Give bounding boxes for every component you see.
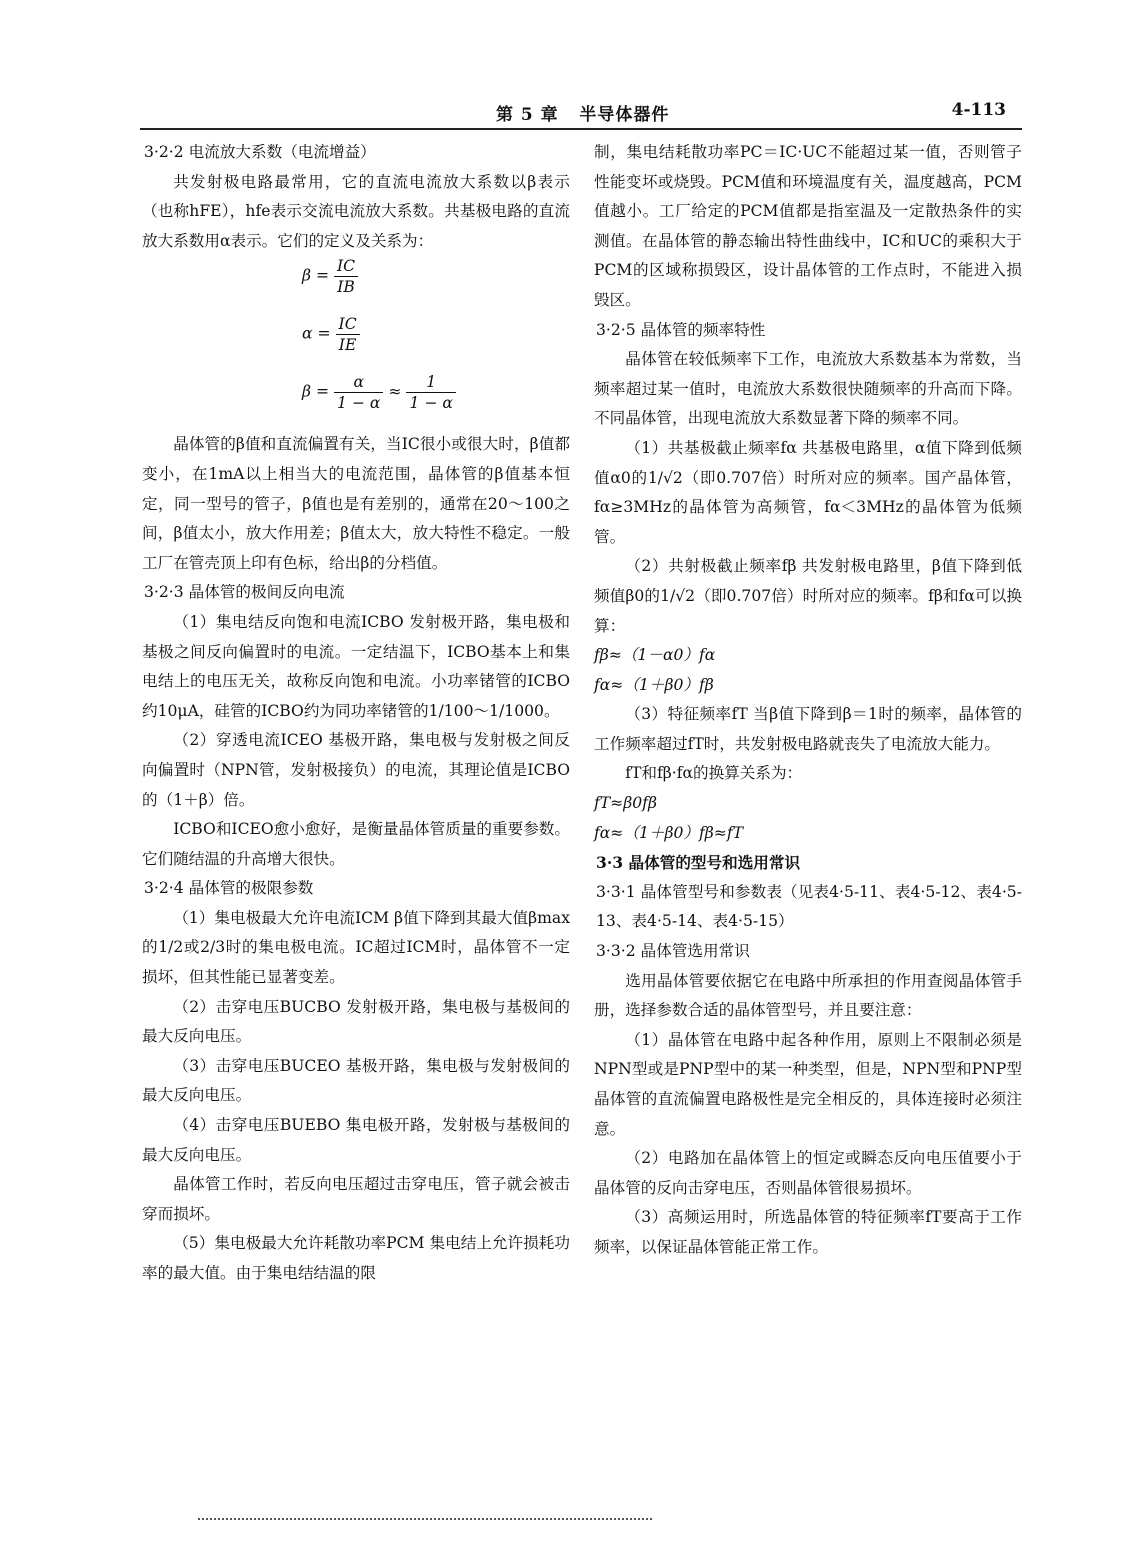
paragraph: （3）特征频率fT 当β值下降到β＝1时的频率，晶体管的工作频率超过fT时，共发射极电路就丧失了电流放大能力。 bbox=[594, 705, 1022, 753]
denominator: IE bbox=[338, 336, 357, 355]
equation-beta bbox=[142, 256, 570, 314]
paragraph: （4）击穿电压BUEBO 集电极开路，发射极与基极间的最大反向电压。 bbox=[142, 1116, 570, 1164]
fraction bbox=[336, 314, 360, 355]
fraction bbox=[334, 372, 383, 413]
paragraph: （5）集电极最大允许耗散功率PCM 集电结上允许损耗功率的最大值。由于集电结结温的限 bbox=[142, 1234, 570, 1282]
paragraph: （3）高频运用时，所选晶体管的特征频率fT要高于工作频率，以保证晶体管能正常工作。 bbox=[594, 1208, 1022, 1256]
equation: fα≈（1＋β0）fβ bbox=[594, 675, 714, 694]
paragraph: （2）共射极截止频率fβ 共发射极电路里，β值下降到低频值β0的1/√2（即0.707倍）时所对应的频率。fβ和fα可以换算： bbox=[594, 557, 1022, 635]
section-heading-3-2-2: 3·2·2 电流放大系数（电流增益） bbox=[144, 143, 376, 161]
paragraph: 选用晶体管要依据它在电路中所承担的作用查阅晶体管手册，选择参数合适的晶体管型号，并且要注意： bbox=[594, 971, 1022, 1020]
equation-alpha bbox=[142, 314, 570, 372]
equation-lhs: β = bbox=[302, 382, 330, 401]
numerator: IC bbox=[334, 256, 358, 277]
paragraph: （1）共基极截止频率fα 共基极电路里，α值下降到低频值α0的1/√2（即0.707倍）时所对应的频率。国产晶体管，fα≥3MHz的晶体管为高频管，fα＜3MHz的晶体管为低频管。 bbox=[594, 438, 1022, 546]
denominator: 1 − α bbox=[409, 394, 453, 413]
section-heading-3-2-4: 3·2·4 晶体管的极限参数 bbox=[144, 879, 314, 898]
equation-lhs: β = bbox=[302, 266, 330, 285]
equation-lhs: α = bbox=[302, 324, 331, 343]
chapter-title: 第 5 章 半导体器件 bbox=[496, 105, 670, 125]
paragraph: （1）晶体管在电路中起各种作用，原则上不限制必须是NPN型或是PNP型中的某一种类型，但是，NPN型和PNP型晶体管的直流偏置电路极性是完全相反的，具体连接时必须注意。 bbox=[594, 1030, 1022, 1138]
paragraph: （1）集电极最大允许电流ICM β值下降到其最大值βmax的1/2或2/3时的集电极电流。IC超过ICM时，晶体管不一定损坏，但其性能已显著变差。 bbox=[142, 908, 570, 987]
paragraph: （2）穿透电流ICEO 基极开路，集电极与发射极之间反向偏置时（NPN管，发射极接负）的电流，其理论值是ICBO的（1＋β）倍。 bbox=[142, 731, 570, 809]
header-rule bbox=[140, 128, 1022, 130]
left-column bbox=[142, 138, 570, 1289]
section-heading-3-2-5: 3·2·5 晶体管的频率特性 bbox=[596, 320, 766, 339]
paragraph: （3）击穿电压BUCEO 基极开路，集电极与发射极间的最大反向电压。 bbox=[142, 1056, 570, 1105]
section-heading-3-3-1: 3·3·1 晶体管型号和参数表（见表4·5-11、表4·5-12、表4·5-13、表4·5-14、表4·5-15） bbox=[596, 882, 1022, 931]
paragraph: 共发射极电路最常用，它的直流电流放大系数以β表示（也称hFE），hfe表示交流电流放大系数。共基极电路的直流放大系数用α表示。它们的定义及关系为： bbox=[142, 172, 570, 250]
numerator: 1 bbox=[406, 372, 455, 393]
section-heading-3-2-3: 3·2·3 晶体管的极间反向电流 bbox=[144, 583, 345, 602]
section-heading-3-3: 3·3 晶体管的型号和选用常识 bbox=[596, 853, 801, 873]
section-heading-3-3-2: 3·3·2 晶体管选用常识 bbox=[596, 942, 750, 961]
page-number: 4-113 bbox=[951, 100, 1006, 120]
equation: fα≈（1＋β0）fβ≈fT bbox=[594, 823, 744, 842]
paragraph: 制，集电结耗散功率PC＝IC·UC不能超过某一值，否则管子性能变坏或烧毁。PCM值和环境温度有关，温度越高，PCM值越小。工厂给定的PCM值都是指室温及一定散热条件的实测值。在晶体管的静态输出特性曲线中，IC和UC的乘积大于PCM的区域称损毁区，设计晶体管的工作点时，不能进入损毁区。 bbox=[594, 143, 1022, 309]
paragraph: （2）电路加在晶体管上的恒定或瞬态反向电压值要小于晶体管的反向击穿电压，否则晶体管很易损坏。 bbox=[594, 1149, 1022, 1197]
paragraph: ICBO和ICEO愈小愈好，是衡量晶体管质量的重要参数。它们随结温的升高增大很快。 bbox=[142, 820, 570, 868]
fraction bbox=[334, 256, 358, 297]
paragraph: 晶体管在较低频率下工作，电流放大系数基本为常数，当频率超过某一值时，电流放大系数很快随频率的升高而下降。不同晶体管，出现电流放大系数显著下降的频率不同。 bbox=[594, 350, 1022, 428]
numerator: IC bbox=[336, 314, 360, 335]
equation-beta-alpha bbox=[142, 372, 570, 430]
numerator: α bbox=[334, 372, 383, 393]
right-column bbox=[594, 138, 1022, 1263]
fraction bbox=[406, 372, 455, 413]
paragraph: （2）击穿电压BUCBO 发射极开路，集电极与基极间的最大反向电压。 bbox=[142, 997, 570, 1046]
paragraph: fT和fβ·fα的换算关系为： bbox=[625, 764, 803, 783]
paragraph: 晶体管的β值和直流偏置有关，当IC很小或很大时，β值都变小，在1mA以上相当大的电流范围，晶体管的β值基本恒定，同一型号的管子，β值也是有差别的，通常在20～100之间，β值太小，放大作用差；β值太大，放大特性不稳定。一般工厂在管壳顶上印有色标，给出β的分档值。 bbox=[142, 435, 570, 572]
approx-sign: ≈ bbox=[388, 382, 402, 401]
paragraph: （1）集电结反向饱和电流ICBO 发射极开路，集电极和基极之间反向偏置时的电流。一定结温下，ICBO基本上和集电结上的电压无关，故称反向饱和电流。小功率锗管的ICBO约10μA，硅管的ICBO约为同功率锗管的1/100～1/1000。 bbox=[142, 612, 570, 720]
denominator: IB bbox=[337, 278, 355, 297]
paragraph: 晶体管工作时，若反向电压超过击穿电压，管子就会被击穿而损坏。 bbox=[142, 1175, 570, 1223]
footer-dotted-rule bbox=[198, 1518, 652, 1520]
equation: fT≈β0fβ bbox=[594, 794, 657, 813]
page-header bbox=[140, 96, 1022, 130]
denominator: 1 − α bbox=[337, 394, 381, 413]
equation: fβ≈（1－α0）fα bbox=[594, 646, 716, 665]
